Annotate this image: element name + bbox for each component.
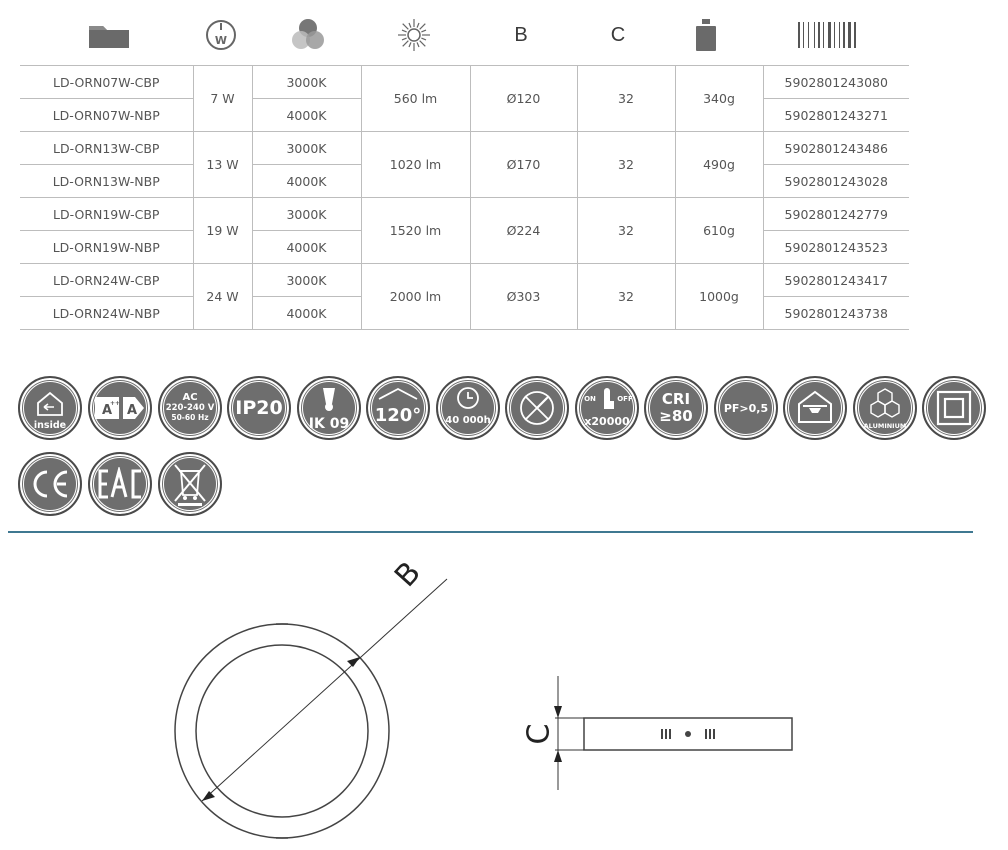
diameter-dimension-line xyxy=(202,579,447,801)
weight-cell: 490g xyxy=(675,132,763,198)
spec-table xyxy=(20,65,909,330)
table-row xyxy=(20,264,909,297)
arrow-icon xyxy=(554,706,562,718)
flux-cell: 2000 lm xyxy=(361,264,470,330)
cct-cell: 4000K xyxy=(252,99,361,132)
aluminium-label: ALUMINIUM xyxy=(863,422,907,430)
barcode-icon xyxy=(794,10,864,60)
eac-mark-icon xyxy=(88,452,152,516)
inside-use-icon xyxy=(18,376,82,440)
ik-rating-icon xyxy=(297,376,361,440)
cct-cell: 4000K xyxy=(252,165,361,198)
height-cell: 32 xyxy=(577,198,675,264)
svg-text:A: A xyxy=(126,403,138,418)
ceiling-mount-icon xyxy=(783,376,847,440)
flux-cell: 560 lm xyxy=(361,66,470,132)
ean-cell: 5902801242779 xyxy=(763,198,909,231)
diameter-cell: Ø170 xyxy=(470,132,577,198)
ce-mark-icon xyxy=(18,452,82,516)
ik-label: IK 09 xyxy=(308,416,350,432)
weight-cell: 1000g xyxy=(675,264,763,330)
angle-label: 120° xyxy=(374,405,422,426)
height-cell: 32 xyxy=(577,66,675,132)
diameter-cell: Ø224 xyxy=(470,198,577,264)
ean-cell: 5902801243486 xyxy=(763,132,909,165)
ip-rating-icon xyxy=(227,376,291,440)
table-row xyxy=(20,198,909,231)
flux-cell: 1020 lm xyxy=(361,132,470,198)
model-cell: LD-ORN13W-NBP xyxy=(20,165,193,198)
model-cell: LD-ORN24W-NBP xyxy=(20,297,193,330)
ean-cell: 5902801243271 xyxy=(763,99,909,132)
model-cell: LD-ORN19W-CBP xyxy=(20,198,193,231)
model-cell: LD-ORN24W-CBP xyxy=(20,264,193,297)
dimension-drawing xyxy=(0,540,1008,850)
cri-icon: CRI ≥80 xyxy=(644,376,708,440)
switch-cycles-icon xyxy=(575,376,639,440)
cct-cell: 4000K xyxy=(252,231,361,264)
ean-cell: 5902801243080 xyxy=(763,66,909,99)
power-watt-icon xyxy=(195,10,247,60)
cct-cell: 3000K xyxy=(252,132,361,165)
cct-cell: 3000K xyxy=(252,264,361,297)
weight-cell: 340g xyxy=(675,66,763,132)
svg-text:A: A xyxy=(101,403,113,418)
arrow-icon xyxy=(554,750,562,762)
ean-cell: 5902801243417 xyxy=(763,264,909,297)
ean-cell: 5902801243738 xyxy=(763,297,909,330)
svg-text:++: ++ xyxy=(109,400,121,407)
svg-text:W: W xyxy=(214,34,228,47)
lifetime-label: 40 000h xyxy=(445,415,491,426)
energy-class-icon xyxy=(88,376,152,440)
power-cell: 13 W xyxy=(193,132,252,198)
arrow-icon xyxy=(202,791,215,801)
model-cell: LD-ORN07W-CBP xyxy=(20,66,193,99)
cycles-label: x20000 xyxy=(584,415,630,428)
weight-cell: 610g xyxy=(675,198,763,264)
power-factor-icon xyxy=(714,376,778,440)
side-detail xyxy=(661,729,715,739)
svg-text:OFF: OFF xyxy=(617,395,633,403)
weight-icon xyxy=(680,10,732,60)
power-cell: 19 W xyxy=(193,198,252,264)
fixture-inner-circle xyxy=(196,645,368,817)
color-temperature-icon xyxy=(282,10,334,60)
diameter-cell: Ø120 xyxy=(470,66,577,132)
luminous-flux-icon xyxy=(388,10,440,60)
dimension-c-header: C xyxy=(610,23,626,46)
cct-cell: 3000K xyxy=(252,198,361,231)
flux-cell: 1520 lm xyxy=(361,198,470,264)
height-cell: 32 xyxy=(577,132,675,198)
weee-icon xyxy=(158,452,222,516)
ip-label: IP20 xyxy=(235,397,283,419)
pf-label: PF>0,5 xyxy=(723,401,769,415)
folder-icon xyxy=(78,10,140,60)
dimension-b-label: B xyxy=(388,555,428,595)
power-cell: 7 W xyxy=(193,66,252,132)
beam-angle-icon xyxy=(366,376,430,440)
non-dimmable-icon xyxy=(505,376,569,440)
diameter-cell: Ø303 xyxy=(470,264,577,330)
section-divider xyxy=(8,531,973,533)
height-cell: 32 xyxy=(577,264,675,330)
inside-label: inside xyxy=(33,420,67,431)
table-row xyxy=(20,132,909,165)
lifetime-icon xyxy=(436,376,500,440)
model-cell: LD-ORN19W-NBP xyxy=(20,231,193,264)
ean-cell: 5902801243523 xyxy=(763,231,909,264)
ean-cell: 5902801243028 xyxy=(763,165,909,198)
cct-cell: 3000K xyxy=(252,66,361,99)
svg-text:ON: ON xyxy=(584,395,596,403)
model-cell: LD-ORN13W-CBP xyxy=(20,132,193,165)
power-cell: 24 W xyxy=(193,264,252,330)
aluminium-icon xyxy=(853,376,917,440)
dimension-b-header: B xyxy=(514,23,528,46)
cct-cell: 4000K xyxy=(252,297,361,330)
class-ii-icon xyxy=(922,376,986,440)
table-row xyxy=(20,66,909,99)
fixture-outer-circle xyxy=(175,624,389,838)
voltage-icon: AC 220-240 V 50-60 Hz xyxy=(158,376,222,440)
model-cell: LD-ORN07W-NBP xyxy=(20,99,193,132)
dimension-c-label: C xyxy=(521,723,557,745)
arrow-icon xyxy=(347,657,360,667)
